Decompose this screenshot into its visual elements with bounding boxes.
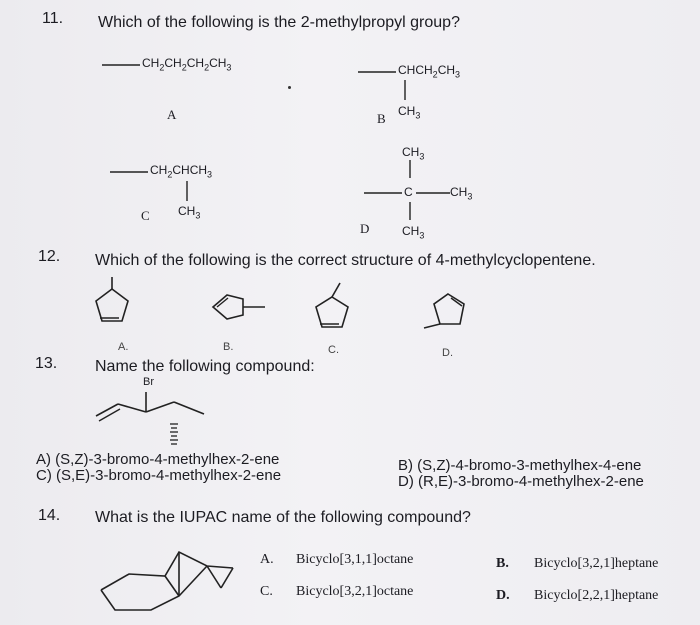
stray-dot — [288, 86, 291, 89]
q11-c-sub: $CH_3$ — [178, 204, 201, 221]
q11-d-bottom: $CH_3$ — [402, 224, 425, 241]
q13-skeletal-structure — [96, 388, 236, 458]
q12-structure-d — [420, 290, 490, 340]
q11-a-formula: $CH_2CH_2CH_2CH_3$ — [142, 56, 232, 73]
q11-d-right: $CH_3$ — [450, 185, 473, 202]
q12-text: Which of the following is the correct structure of 4-methylcyclopentene. — [95, 252, 596, 269]
q14-option-c[interactable]: Bicyclo[3,2,1]octane — [296, 584, 414, 599]
q11-b-bond — [358, 71, 398, 75]
q11-d-bond-left — [364, 192, 404, 196]
q11-a-label: A — [167, 107, 177, 122]
q14-bicyclic-structure — [95, 540, 245, 625]
q13-number: 13. — [35, 355, 58, 372]
q14-option-c-letter: C. — [260, 584, 273, 599]
q12-label-c: C. — [328, 344, 339, 356]
q11-c-formula: $CH_2CHCH_3$ — [150, 163, 213, 180]
q14-option-d[interactable]: Bicyclo[2,2,1]heptane — [534, 588, 659, 603]
q11-d-vbond-bottom — [409, 202, 413, 222]
q13-option-c[interactable]: C) (S,E)-3-bromo-4-methylhex-2-ene — [36, 467, 282, 484]
q14-option-a[interactable]: Bicyclo[3,1,1]octane — [296, 552, 414, 567]
q14-text: What is the IUPAC name of the following compound? — [95, 509, 471, 526]
q11-d-top: $CH_3$ — [402, 145, 425, 162]
q11-c-bond — [110, 171, 150, 175]
q11-c-label: C — [141, 208, 150, 223]
q14-option-b-letter: B. — [496, 556, 509, 571]
q14-option-a-letter: A. — [260, 552, 274, 567]
q11-a-bond — [102, 64, 142, 68]
q11-d-center: C — [404, 185, 413, 199]
q13-option-b[interactable]: B) (S,Z)-4-bromo-3-methylhex-4-ene — [398, 457, 642, 474]
q13-option-a[interactable]: A) (S,Z)-3-bromo-4-methylhex-2-ene — [36, 451, 280, 468]
q11-b-formula: $CHCH_2CH_3$ — [398, 63, 461, 80]
q11-text: Which of the following is the 2-methylpropyl group? — [98, 14, 460, 31]
q11-b-label: B — [377, 111, 386, 126]
q11-d-label: D — [360, 221, 370, 236]
q11-d-bond-right — [416, 192, 452, 196]
q11-number: 11. — [42, 10, 64, 27]
q12-label-a: A. — [118, 341, 129, 353]
q14-number: 14. — [38, 507, 61, 524]
q12-structure-c — [310, 275, 370, 335]
q11-b-vbond — [404, 80, 408, 102]
q14-option-d-letter: D. — [496, 588, 510, 603]
q12-number: 12. — [38, 248, 61, 265]
q11-c-vbond — [186, 181, 190, 203]
q12-structure-b — [205, 285, 285, 335]
q12-structure-a — [90, 285, 150, 335]
q13-text: Name the following compound: — [95, 358, 315, 375]
q13-option-d[interactable]: D) (R,E)-3-bromo-4-methylhex-2-ene — [398, 473, 644, 490]
q14-option-b[interactable]: Bicyclo[3,2,1]heptane — [534, 556, 659, 571]
q13-br-atom: Br — [143, 376, 154, 388]
q12-label-b: B. — [223, 341, 234, 353]
q12-label-d: D. — [442, 347, 453, 359]
q11-b-sub: $CH_3$ — [398, 104, 421, 121]
q11-d-vbond-top — [409, 160, 413, 180]
